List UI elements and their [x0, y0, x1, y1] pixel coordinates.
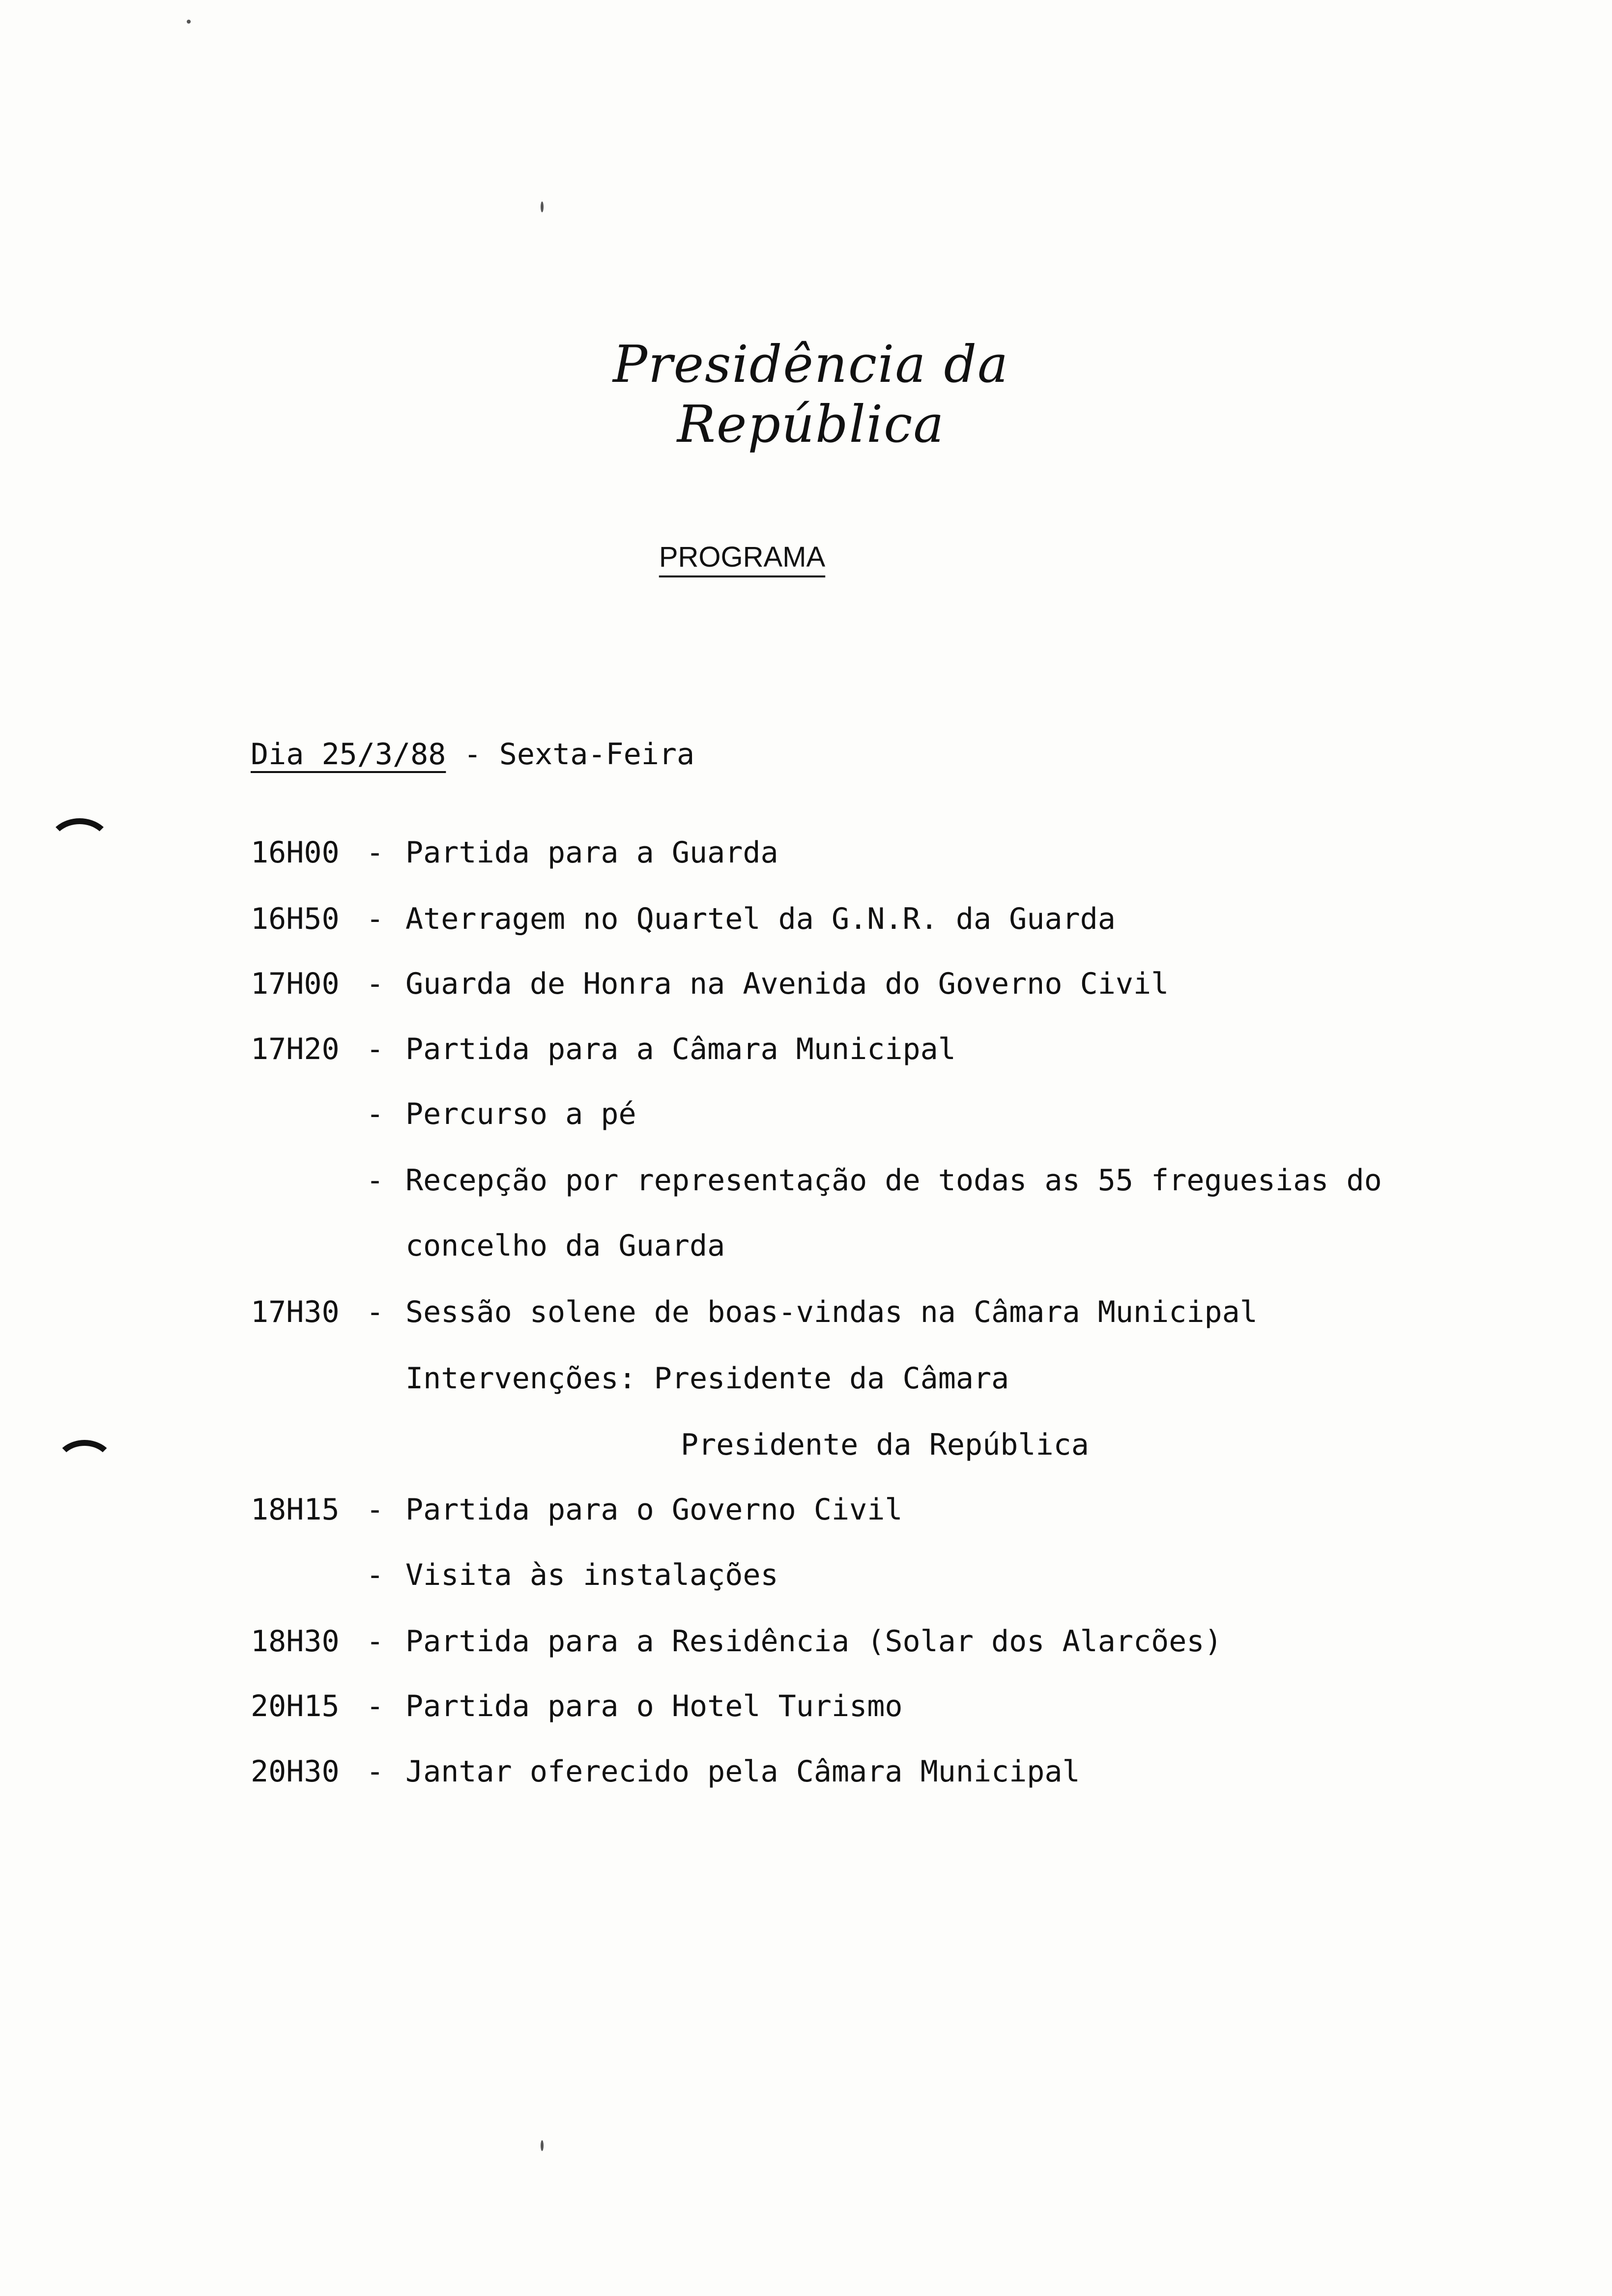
schedule-time: 17H30	[251, 1295, 340, 1329]
schedule-text: Aterragem no Quartel da G.N.R. da Guarda	[405, 902, 1116, 936]
schedule-dash: -	[366, 835, 384, 870]
schedule-text: Intervenções: Presidente da Câmara	[405, 1361, 1009, 1396]
schedule-dash: -	[366, 1097, 384, 1131]
day-heading	[251, 737, 694, 772]
schedule-dash: -	[366, 1032, 384, 1066]
schedule-dash: -	[366, 1295, 384, 1329]
schedule-dash: -	[366, 1624, 384, 1659]
schedule-text: Visita às instalações	[405, 1558, 778, 1592]
schedule-dash: -	[366, 1689, 384, 1723]
schedule-time: 16H00	[251, 835, 340, 870]
schedule-text: Partida para o Governo Civil	[405, 1492, 903, 1527]
punch-mark-top	[47, 818, 113, 874]
schedule-dash: -	[366, 967, 384, 1001]
schedule-text: Guarda de Honra na Avenida do Governo Civil	[405, 967, 1169, 1001]
scan-speck	[187, 20, 191, 24]
schedule-dash: -	[366, 1558, 384, 1592]
schedule-time: 18H15	[251, 1492, 340, 1527]
letterhead: Presidência da República	[612, 334, 1009, 454]
schedule-time: 17H00	[251, 967, 340, 1001]
schedule-time: 20H30	[251, 1754, 340, 1789]
schedule-text: Partida para a Guarda	[405, 835, 778, 870]
schedule-text: Presidente da República	[681, 1428, 1089, 1462]
schedule-dash: -	[366, 1754, 384, 1789]
schedule-text: concelho da Guarda	[405, 1229, 725, 1263]
schedule-dash: -	[366, 1492, 384, 1527]
schedule-time: 20H15	[251, 1689, 340, 1723]
schedule-text: Partida para a Residência (Solar dos Alarcões)	[405, 1624, 1222, 1659]
schedule-text: Percurso a pé	[405, 1097, 636, 1131]
schedule-time: 17H20	[251, 1032, 340, 1066]
schedule-text: Partida para a Câmara Municipal	[405, 1032, 956, 1066]
schedule-text: Jantar oferecido pela Câmara Municipal	[405, 1754, 1080, 1789]
schedule-dash: -	[366, 1163, 384, 1198]
scan-speck	[541, 2140, 544, 2151]
page-title: PROGRAMA	[659, 541, 826, 573]
schedule-dash: -	[366, 902, 384, 936]
scan-speck	[541, 201, 544, 212]
schedule-text: Partida para o Hotel Turismo	[405, 1689, 903, 1723]
schedule-time: 16H50	[251, 902, 340, 936]
schedule-time: 18H30	[251, 1624, 340, 1659]
day-weekday: - Sexta-Feira	[446, 737, 695, 772]
schedule-text: Recepção por representação de todas as 55 freguesias do	[405, 1163, 1382, 1198]
day-date: Dia 25/3/88	[251, 737, 446, 772]
punch-mark-bottom	[54, 1440, 115, 1491]
schedule-text: Sessão solene de boas-vindas na Câmara Municipal	[405, 1295, 1258, 1329]
